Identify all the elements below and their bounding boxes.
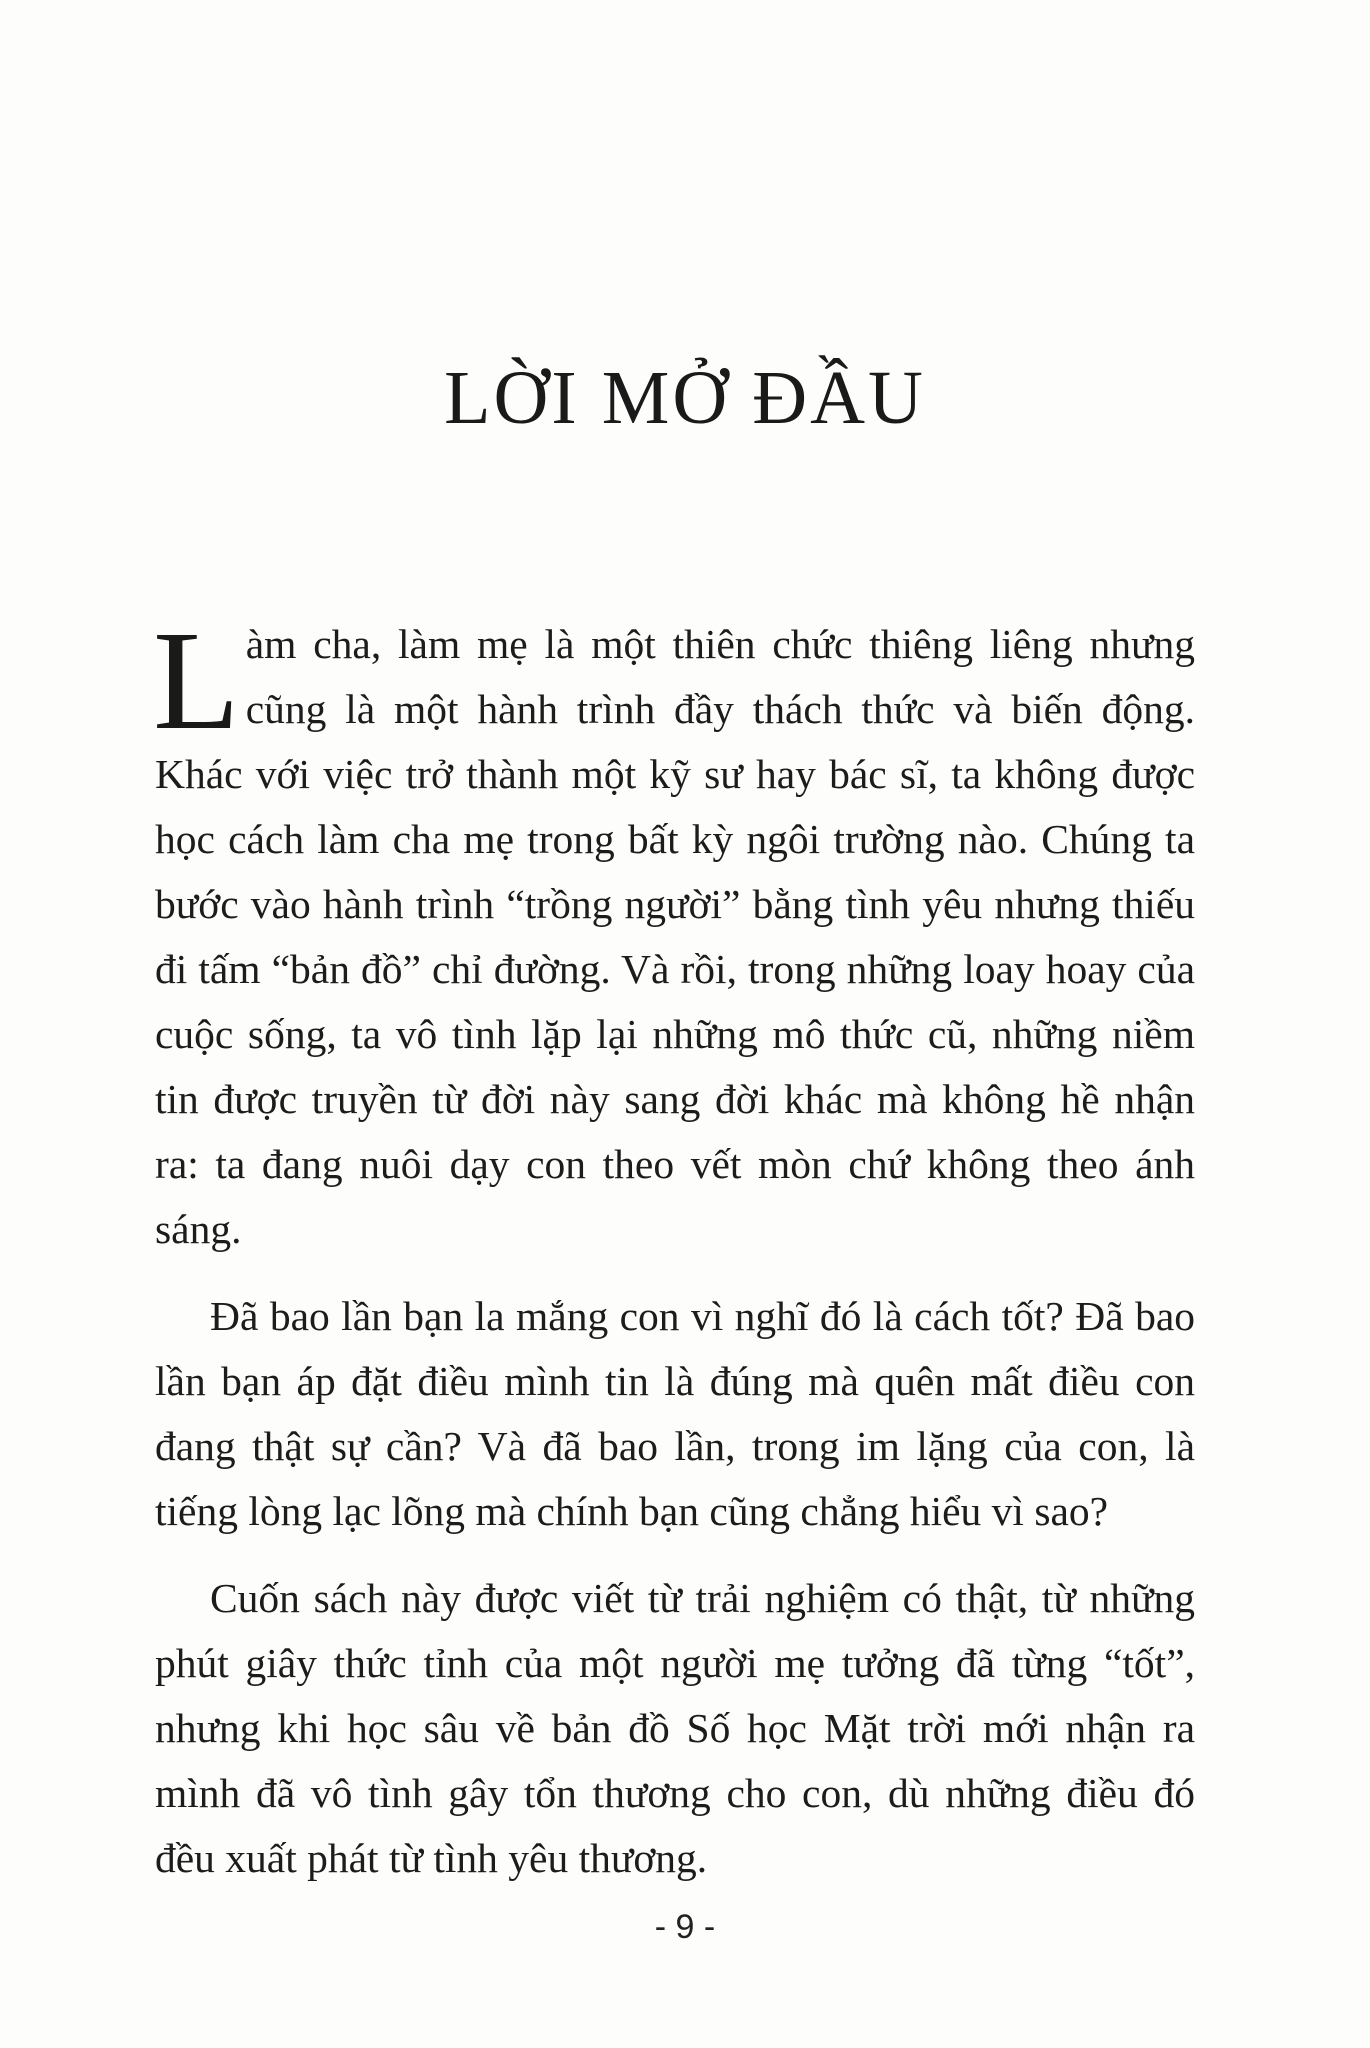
drop-cap: L [153,601,240,759]
paragraph-1 [153,601,1195,1262]
paragraph-3: Cuốn sách này được viết từ trải nghiệm có thật, từ những phút giây thức tỉnh của một người mẹ tưởng đã từng “tốt”, nhưng khi học sâu về bản đồ Số học Mặt trời mới nhận ra mình đã vô tình gây tổn thương cho con, dù những điều đó đều xuất phát từ tình yêu thương. [155,1575,1195,1881]
body-text [153,601,1195,1913]
page-number: - 9 - [654,1908,716,1946]
chapter-title: LỜI MỞ ĐẦU [444,356,926,440]
paragraph-2: Đã bao lần bạn la mắng con vì nghĩ đó là cách tốt? Đã bao lần bạn áp đặt điều mình tin là đúng mà quên mất điều con đang thật sự cần? Và đã bao lần, trong im lặng của con, là tiếng lòng lạc lõng mà chính bạn cũng chẳng hiểu vì sao? [155,1293,1195,1534]
paragraph-1-text: àm cha, làm mẹ là một thiên chức thiêng liêng nhưng cũng là một hành trình đầy thách thức và biến động. Khác với việc trở thành một kỹ sư hay bác sĩ, ta không được học cách làm cha mẹ trong bất kỳ ngôi trường nào. Chúng ta bước vào hành trình “trồng người” bằng tình yêu nhưng thiếu đi tấm “bản đồ” chỉ đường. Và rồi, trong những loay hoay của cuộc sống, ta vô tình lặp lại những mô thức cũ, những niềm tin được truyền từ đời này sang đời khác mà không hề nhận ra: ta đang nuôi dạy con theo vết mòn chứ không theo ánh sáng. [155,621,1195,1252]
